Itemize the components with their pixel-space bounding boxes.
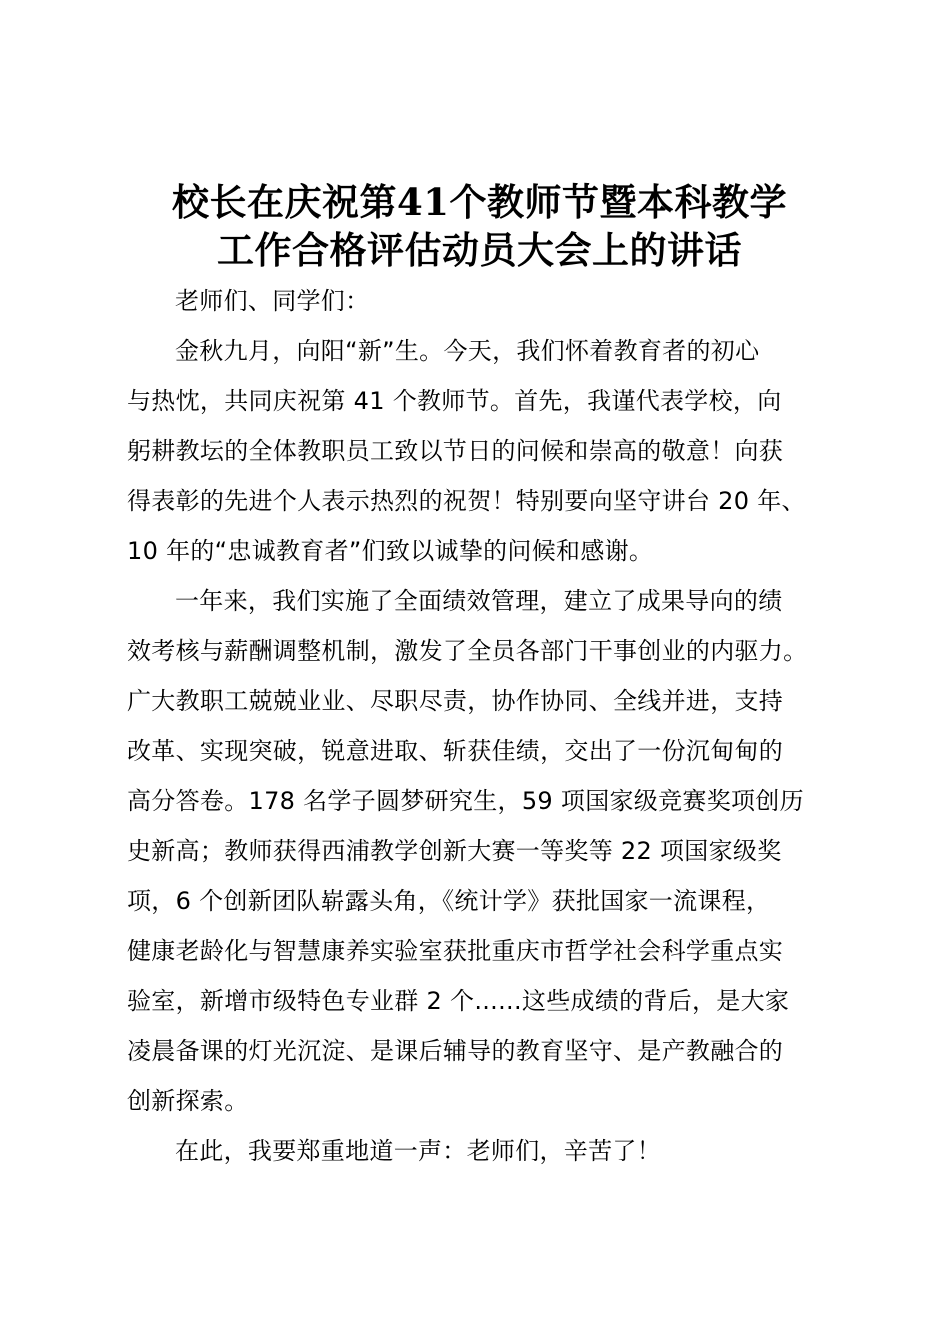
paragraph-1-line: 躬耕教坛的全体教职员工致以节日的问候和崇高的敬意！向获 — [127, 437, 784, 465]
paragraph-2-line: 凌晨备课的灯光沉淀、是课后辅导的教育坚守、是产教融合的 — [127, 1037, 784, 1065]
salutation-text: 老师们、同学们： — [175, 287, 370, 315]
document-title — [127, 178, 832, 274]
paragraph-3-line: 在此，我要郑重地道一声：老师们，辛苦了！ — [175, 1137, 661, 1165]
paragraph-2 — [127, 576, 832, 1126]
paragraph-2-line: 健康老龄化与智慧康养实验室获批重庆市哲学社会科学重点实 — [127, 937, 784, 965]
title-line-2: 工作合格评估动员大会上的讲话 — [217, 228, 742, 272]
paragraph-2-line: 广大教职工兢兢业业、尽职尽责，协作协同、全线并进，支持 — [127, 687, 784, 715]
paragraph-2-line: 一年来，我们实施了全面绩效管理，建立了成果导向的绩 — [175, 587, 783, 615]
paragraph-1-line: 与热忱，共同庆祝第 41 个教师节。首先，我谨代表学校，向 — [127, 387, 782, 415]
paragraph-3 — [127, 1126, 832, 1176]
paragraph-1-line: 10 年的“忠诚教育者”们致以诚挚的问候和感谢。 — [127, 537, 654, 565]
paragraph-1 — [127, 326, 832, 576]
document-page — [127, 178, 832, 1176]
paragraph-2-line: 高分答卷。178 名学子圆梦研究生，59 项国家级竞赛奖项创历 — [127, 787, 804, 815]
paragraph-1-line: 得表彰的先进个人表示热烈的祝贺！特别要向坚守讲台 20 年、 — [127, 487, 806, 515]
paragraph-2-line: 史新高；教师获得西浦教学创新大赛一等奖等 22 项国家级奖 — [127, 837, 782, 865]
document-body — [127, 276, 832, 1176]
title-line-1: 校长在庆祝第41个教师节暨本科教学 — [172, 180, 787, 224]
paragraph-2-line: 创新探索。 — [127, 1087, 249, 1115]
paragraph-2-line: 项，6 个创新团队崭露头角，《统计学》获批国家一流课程， — [127, 887, 771, 915]
paragraph-2-line: 验室，新增市级特色专业群 2 个......这些成绩的背后，是大家 — [127, 987, 790, 1015]
paragraph-1-line: 金秋九月，向阳“新”生。今天，我们怀着教育者的初心 — [175, 337, 760, 365]
salutation — [127, 276, 832, 326]
paragraph-2-line: 改革、实现突破，锐意进取、斩获佳绩，交出了一份沉甸甸的 — [127, 737, 784, 765]
paragraph-2-line: 效考核与薪酬调整机制，激发了全员各部门干事创业的内驱力。 — [127, 637, 808, 665]
